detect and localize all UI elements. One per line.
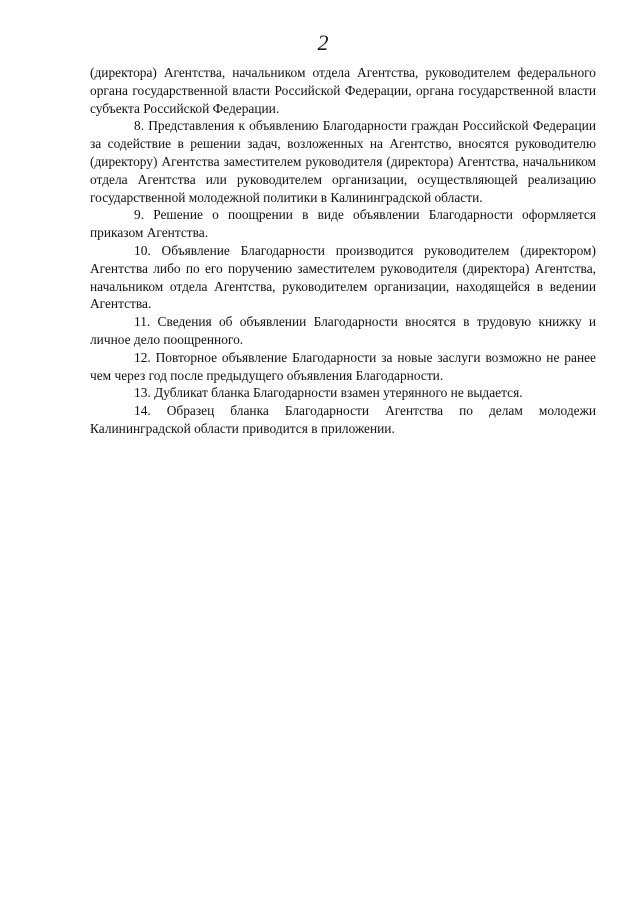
paragraph-item-14: 14. Образец бланка Благодарности Агентства по делам молодежи Калининградской области приводится в приложении. xyxy=(90,403,596,436)
page-number: 2 xyxy=(317,30,329,55)
paragraph-item-13: 13. Дубликат бланка Благодарности взамен утерянного не выдается. xyxy=(134,385,523,401)
paragraph-item-11: 11. Сведения об объявлении Благодарности вносятся в трудовую книжку и личное дело поощренного. xyxy=(90,314,596,347)
document-body xyxy=(90,64,596,438)
paragraph-item-9: 9. Решение о поощрении в виде объявлении Благодарности оформляется приказом Агентства. xyxy=(90,207,596,241)
paragraph-item-10: 10. Объявление Благодарности производится руководителем (директором) Агентства либо по его поручению заместителем руководителя (директора) Агентства, начальником отдела Агентства, руководителем организации, находящейся в ведении Агентства. xyxy=(90,242,596,312)
paragraph-item-8: 8. Представления к объявлению Благодарности граждан Российской Федерации за содействие в решении задач, возложенных на Агентство, вносятся руководителю (директору) Агентства заместителем руководителя (директора) Агентства, начальником отдела Агентства или руководителем организации, осуществляющей реализацию государственной молодежной политики в Калининградской области. xyxy=(90,118,596,205)
paragraph-item-12: 12. Повторное объявление Благодарности за новые заслуги возможно не ранее чем через год после предыдущего объявления Благодарности. xyxy=(90,349,596,383)
paragraph-continuation: (директора) Агентства, начальником отдела Агентства, руководителем федерального органа государственной власти Российской Федерации, органа государственной власти субъекта Российской Федерации. xyxy=(90,65,596,116)
